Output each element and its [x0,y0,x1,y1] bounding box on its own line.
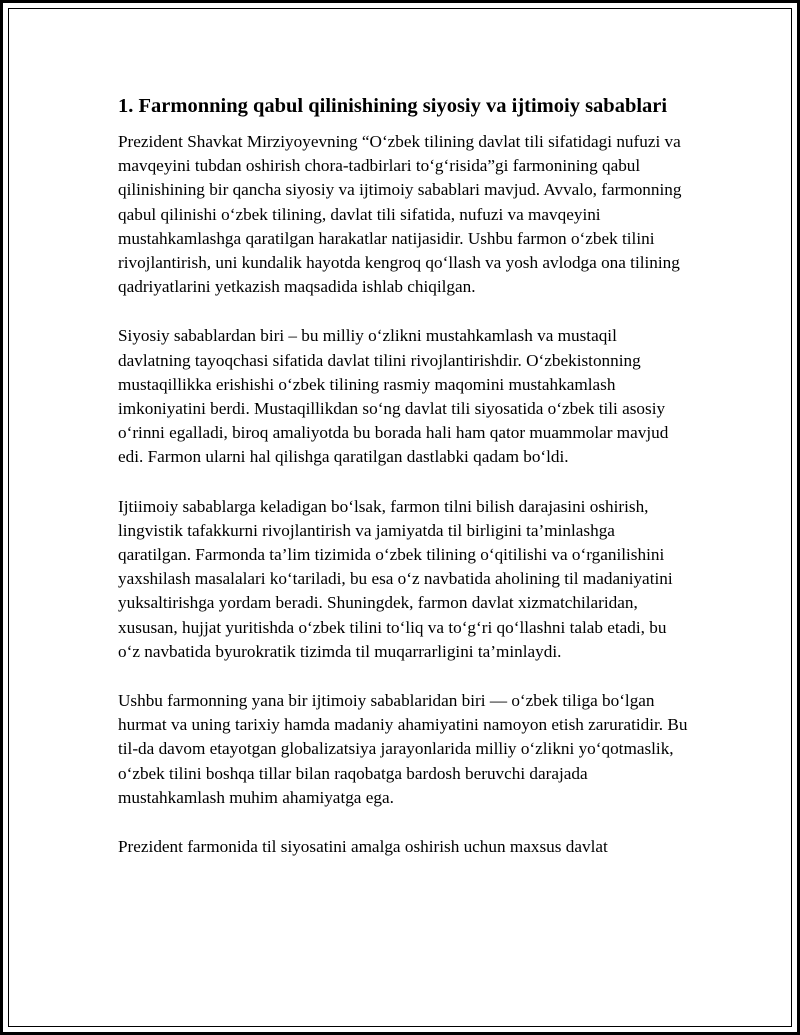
paragraph-policy-implementation: Prezident farmonida til siyosatini amalga oshirish uchun maxsus davlat [118,837,608,857]
section-heading: 1. Farmonning qabul qilinishining siyosiy va ijtimoiy sabablari [118,95,668,117]
document-body [118,92,690,859]
paragraph-social-reasons: Ijtiimoiy sabablarga keladigan bo‘lsak, farmon tilni bilish darajasini oshirish, lingvistik tafakkurni rivojlantirish va jamiyatda til birligini ta’minlashga qaratilgan. Farmonda ta’lim tizimida o‘zbek tilining o‘qitilishi va o‘rganilishini yaxshilash masalalari ko‘tariladi, bu esa o‘z navbatida aholining til madaniyatini yuksaltirishga yordam beradi. Shuningdek, farmon davlat xizmatchilaridan, xususan, hujjat yuritishda o‘zbek tilini to‘liq va to‘g‘ri qo‘llashni talab etadi, bu o‘z navbatida byurokratik tizimda til muqarrarligini ta’minlaydi. [118,496,673,661]
paragraph-intro: Prezident Shavkat Mirziyoyevning “O‘zbek tilining davlat tili sifatidagi nufuzi va mavqeyini tubdan oshirish chora-tadbirlari to‘g‘risida”gi farmonining qabul qilinishining bir qancha siyosiy va ijtimoiy sabablari mavjud. Avvalo, farmonning qabul qilinishi o‘zbek tilining, davlat tili sifatida, nufuzi va mavqeyini mustahkamlashga qaratilgan harakatlar natijasidir. Ushbu farmon o‘zbek tilini rivojlantirish, uni kundalik hayotda kengroq qo‘llash va yosh avlodga ona tilining qadriyatlarini yetkazish maqsadida ishlab chiqilgan. [118,132,682,297]
paragraph-respect-for-language: Ushbu farmonning yana bir ijtimoiy sabablaridan biri — o‘zbek tiliga bo‘lgan hurmat va uning tarixiy hamda madaniy ahamiyatini namoyon etish zaruratidir. Bu til-da davom etayotgan globalizatsiya jarayonlarida milliy o‘zlikni yo‘qotmaslik, o‘zbek tilini boshqa tillar bilan raqobatga bardosh beruvchi darajada mustahkamlash muhim ahamiyatga ega. [118,691,688,807]
paragraph-political-reasons: Siyosiy sabablardan biri – bu milliy o‘zlikni mustahkamlash va mustaqil davlatning tayoqchasi sifatida davlat tilini rivojlantirishdir. O‘zbekistonning mustaqillikka erishishi o‘zbek tilining rasmiy maqomini mustahkamlash imkoniyatini berdi. Mustaqillikdan so‘ng davlat tili siyosatida o‘zbek tili asosiy o‘rinni egalladi, biroq amaliyotda bu borada hali ham qator muammolar mavjud edi. Farmon ularni hal qilishga qaratilgan dastlabki qadam bo‘ldi. [118,326,669,467]
